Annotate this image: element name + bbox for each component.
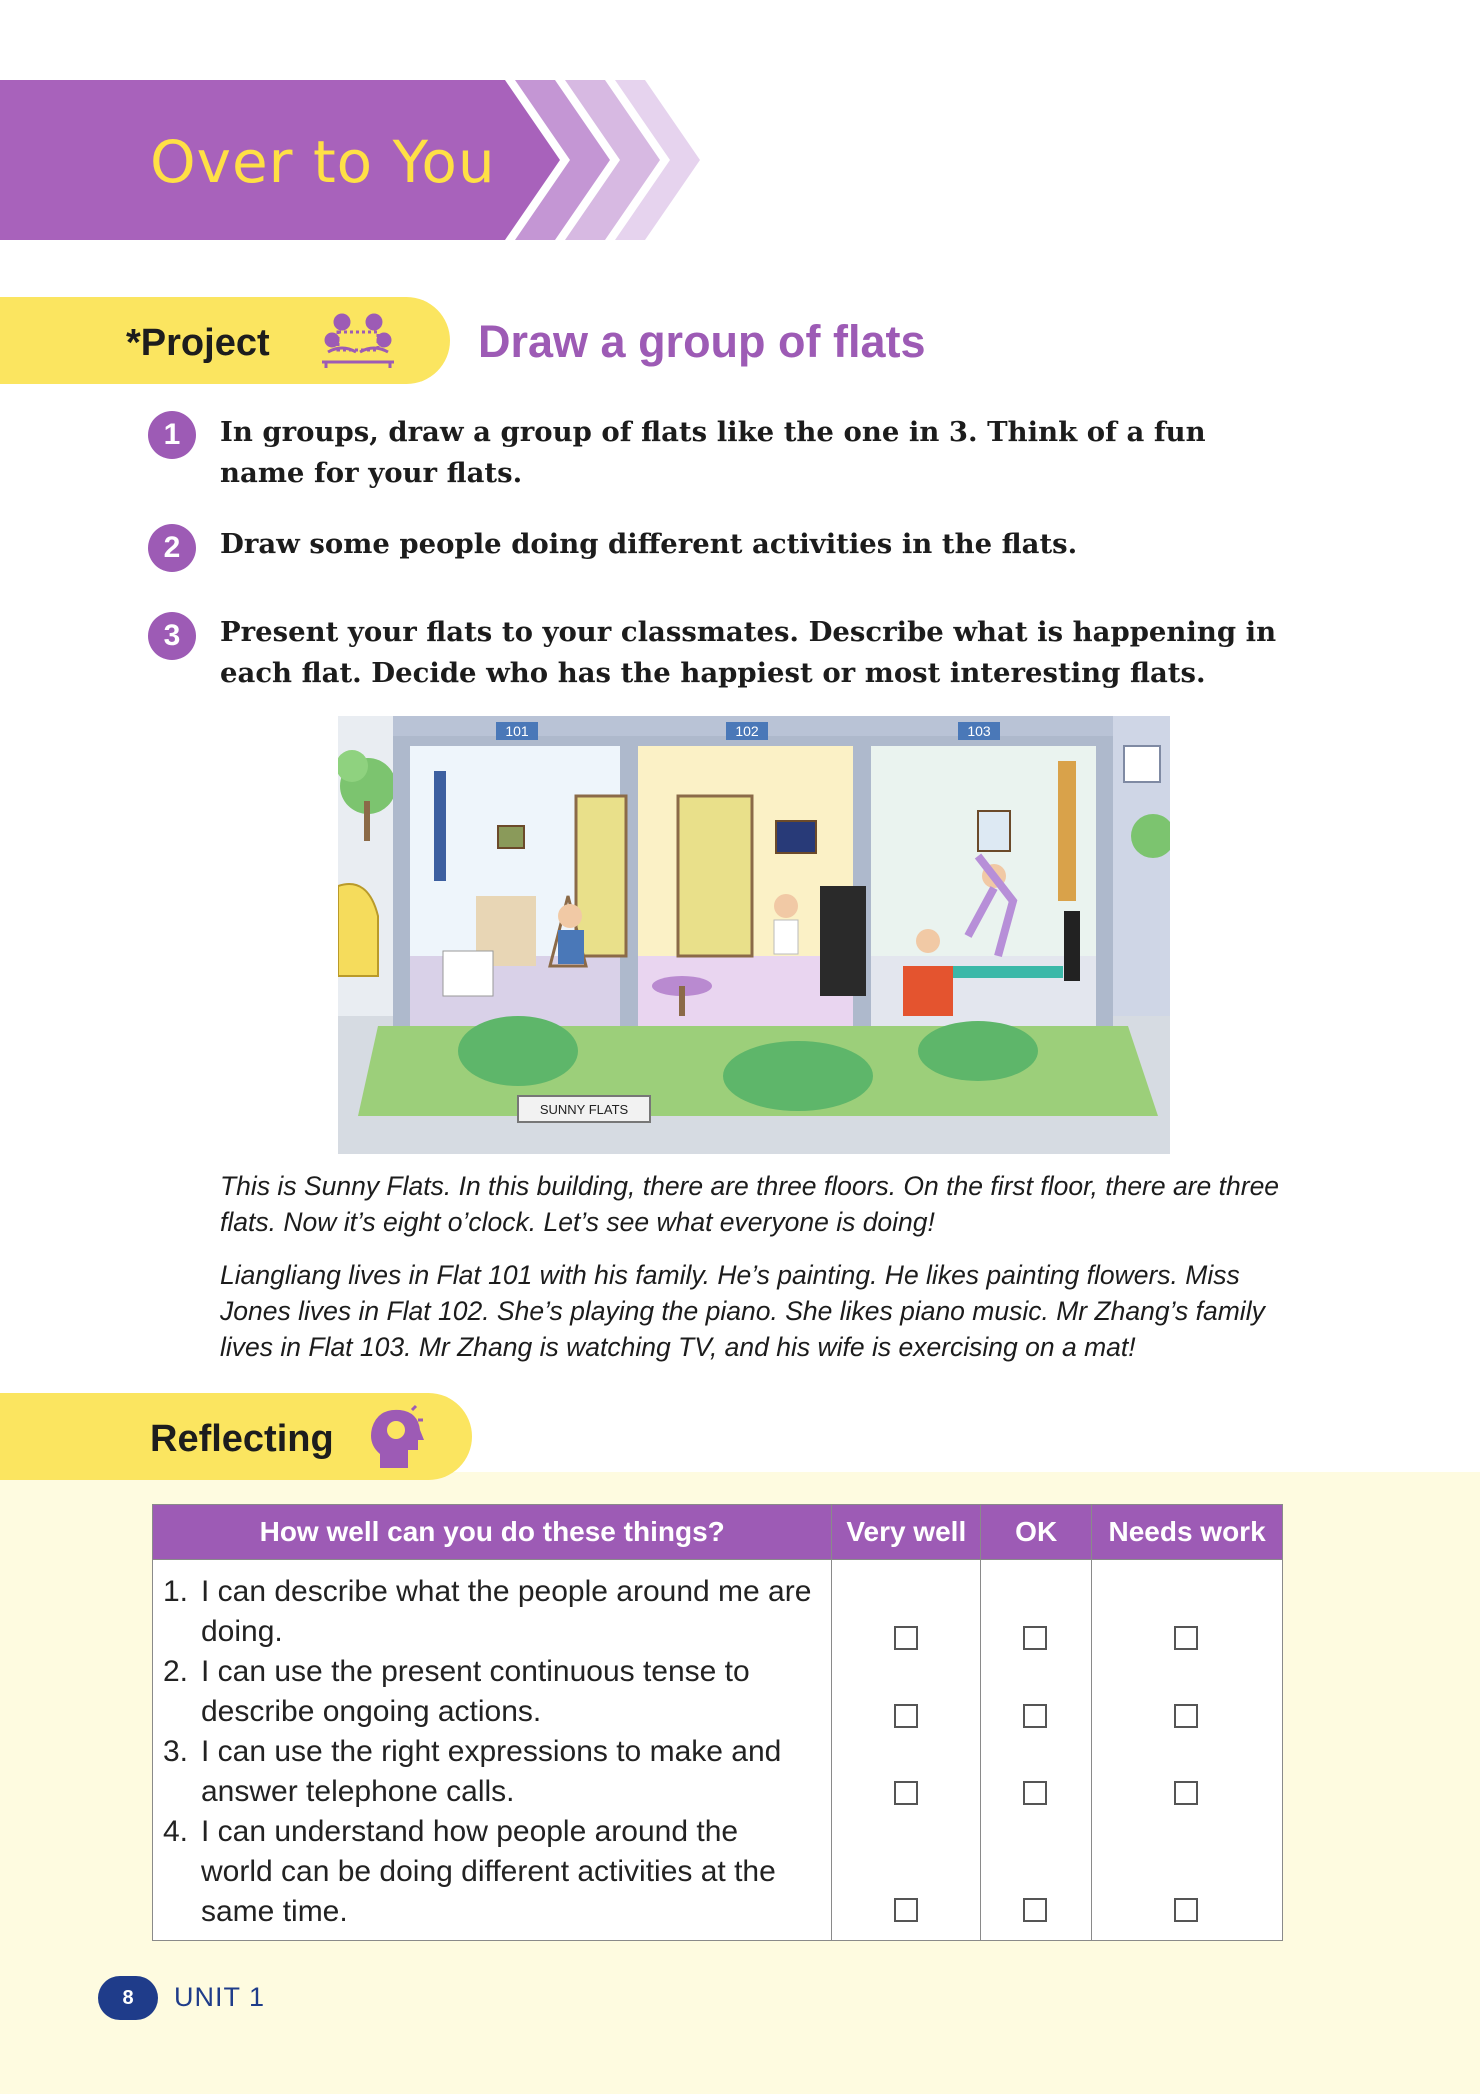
self-assessment-table — [152, 1504, 1283, 1941]
list-item: 2. I can use the present continuous tense to describe ongoing actions. — [163, 1655, 750, 1728]
checkbox[interactable] — [1174, 1898, 1198, 1922]
table-header: Needs work — [1092, 1505, 1283, 1560]
checkbox[interactable] — [1023, 1898, 1047, 1922]
step-number: 2 — [148, 524, 196, 572]
very-well-column — [832, 1560, 981, 1941]
unit-label: UNIT 1 — [174, 1982, 266, 2012]
checkbox[interactable] — [894, 1626, 918, 1650]
checkbox[interactable] — [1174, 1626, 1198, 1650]
lightbulb-head-icon — [366, 1404, 424, 1470]
checkbox[interactable] — [1023, 1781, 1047, 1805]
group-people-icon — [318, 312, 398, 370]
checkbox[interactable] — [894, 1704, 918, 1728]
project-label: *Project — [126, 322, 270, 364]
flat-label: 103 — [967, 723, 991, 739]
caption-paragraph: Liangliang lives in Flat 101 with his family. He’s painting. He likes painting flowers. Miss Jones lives in Flat 102. She’s playing the piano. She likes piano music. Mr Zhang’s family lives in Flat 103. Mr Zhang is watching TV, and his wife is exercising on a mat! — [220, 1260, 1265, 1362]
banner-title: Over to You — [150, 128, 496, 196]
caption-paragraph: This is Sunny Flats. In this building, there are three floors. On the first floor, there are three flats. Now it’s eight o’clock. Let’s see what everyone is doing! — [220, 1171, 1280, 1237]
building-sign: SUNNY FLATS — [539, 1102, 629, 1117]
ok-column — [981, 1560, 1092, 1941]
list-item: 1. I can describe what the people around me are doing. — [163, 1575, 812, 1648]
checkbox[interactable] — [894, 1898, 918, 1922]
checkbox[interactable] — [1174, 1781, 1198, 1805]
sunny-flats-illustration — [338, 716, 1170, 1154]
needs-work-column — [1092, 1560, 1283, 1941]
step-number: 3 — [148, 612, 196, 660]
step-text: Present your flats to your classmates. Describe what is happening in each flat. Decide who has the happiest or most interesting flats. — [220, 616, 1277, 689]
project-title: Draw a group of flats — [478, 316, 926, 367]
step-text: In groups, draw a group of flats like the one in 3. Think of a fun name for your flats. — [220, 416, 1206, 489]
checkbox[interactable] — [894, 1781, 918, 1805]
step-text: Draw some people doing different activities in the flats. — [220, 528, 1078, 560]
table-header: Very well — [832, 1505, 981, 1560]
page-number: 8 — [98, 1976, 158, 2020]
checkbox[interactable] — [1023, 1626, 1047, 1650]
reflecting-label: Reflecting — [150, 1418, 334, 1460]
table-header: How well can you do these things? — [153, 1505, 832, 1560]
list-item: 4. I can understand how people around the world can be doing different activities at the same time. — [163, 1815, 776, 1928]
flat-label: 101 — [505, 723, 529, 739]
table-header: OK — [981, 1505, 1092, 1560]
checkbox[interactable] — [1174, 1704, 1198, 1728]
flat-label: 102 — [735, 723, 759, 739]
skills-cell — [153, 1560, 832, 1941]
step-number: 1 — [148, 411, 196, 459]
list-item: 3. I can use the right expressions to make and answer telephone calls. — [163, 1735, 782, 1808]
checkbox[interactable] — [1023, 1704, 1047, 1728]
